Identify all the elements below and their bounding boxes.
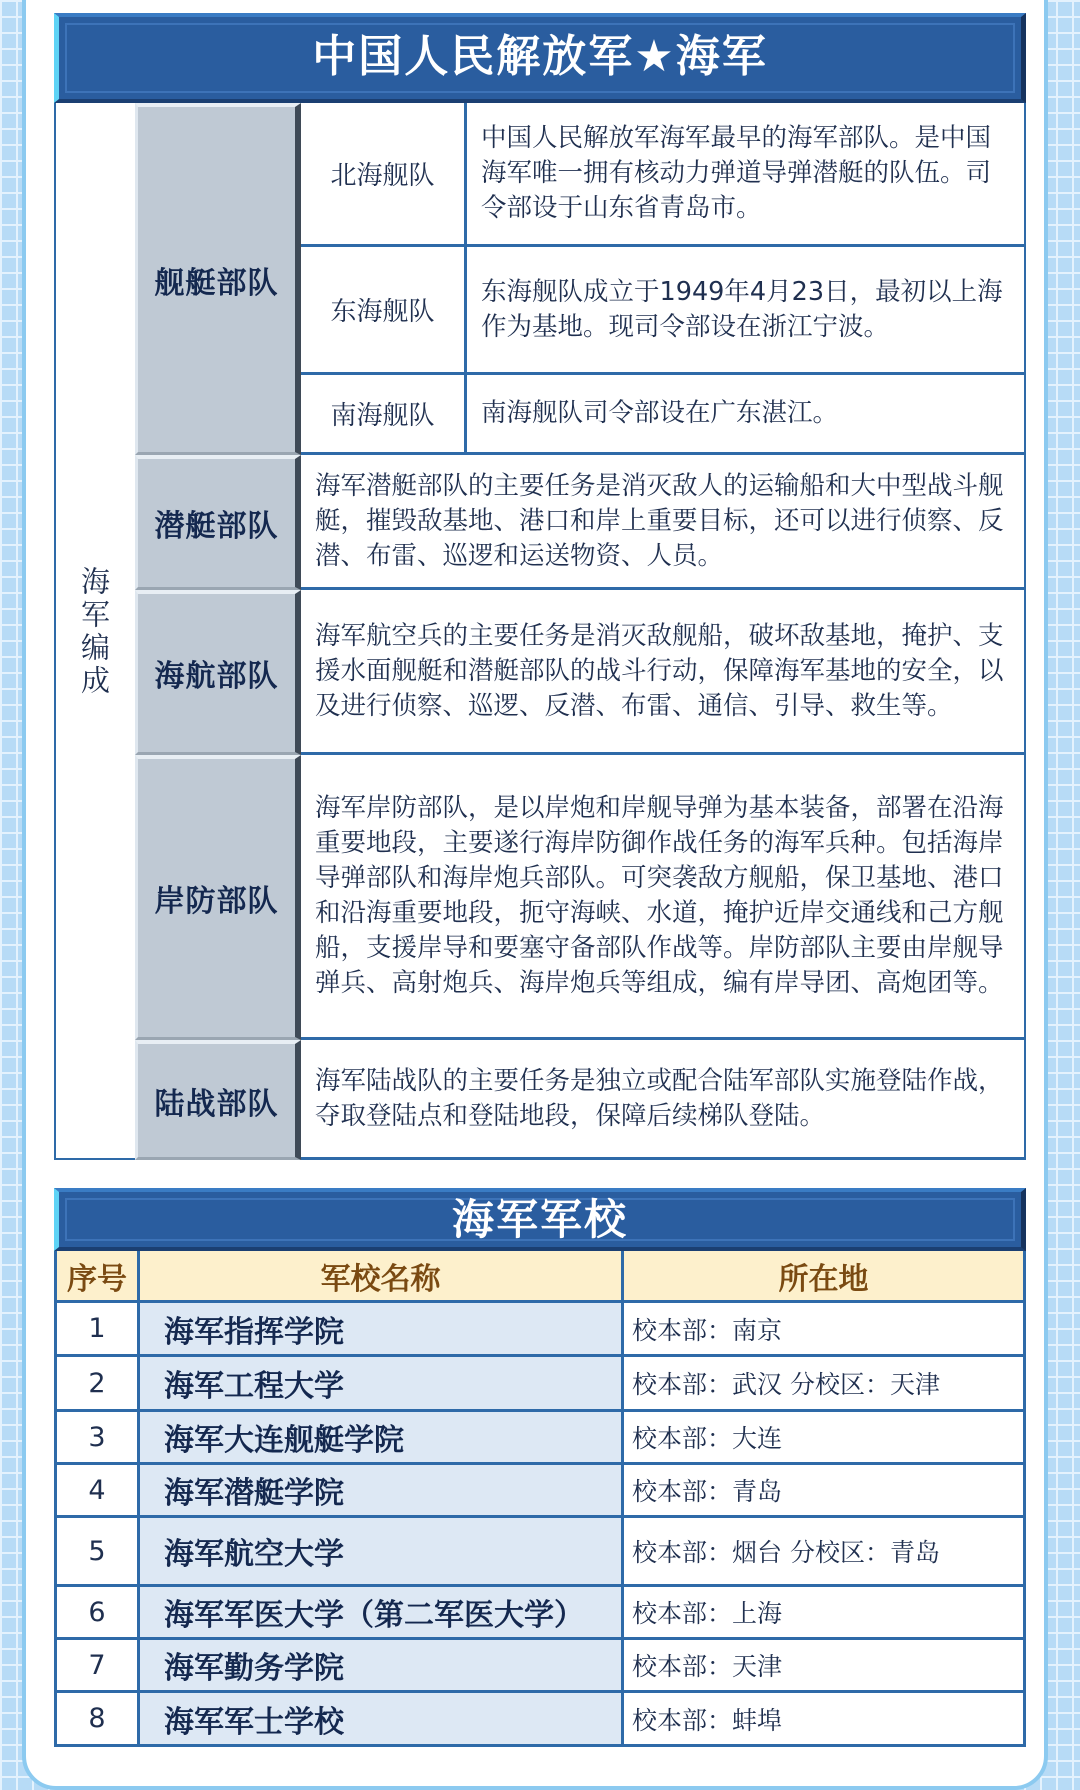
fleet-north-name: 北海舰队 (301, 103, 467, 247)
row-name: 海军大连舰艇学院 (140, 1412, 624, 1462)
org-label-cell (54, 103, 135, 1160)
table-row (54, 1640, 1026, 1693)
table-row (54, 1412, 1026, 1465)
row-location: 校本部：武汉 分校区：天津 (624, 1357, 1026, 1409)
table-row (54, 1587, 1026, 1640)
group-marines-desc: 海军陆战队的主要任务是独立或配合陆军部队实施登陆作战，夺取登陆点和登陆地段，保障后续梯队登陆。 (301, 1040, 1026, 1160)
row-seq: 4 (54, 1465, 140, 1515)
row-seq: 2 (54, 1357, 140, 1409)
row-location: 校本部：青岛 (624, 1465, 1026, 1515)
header-seq: 序号 (54, 1251, 140, 1300)
row-name: 海军工程大学 (140, 1357, 624, 1409)
academies-header-row (54, 1251, 1026, 1303)
row-seq: 1 (54, 1303, 140, 1354)
fleet-south-desc: 南海舰队司令部设在广东湛江。 (467, 375, 1026, 455)
fleet-south-name: 南海舰队 (301, 375, 467, 455)
row-name: 海军勤务学院 (140, 1640, 624, 1690)
academies-title: 海军军校 (54, 1188, 1026, 1251)
row-seq: 3 (54, 1412, 140, 1462)
group-naval-aviation-desc: 海军航空兵的主要任务是消灭敌舰船，破坏敌基地，掩护、支援水面舰艇和潜艇部队的战斗行动，保障海军基地的安全，以及进行侦察、巡逻、反潜、布雷、通信、引导、救生等。 (301, 590, 1026, 755)
group-submarine: 潜艇部队 (135, 455, 301, 590)
row-name: 海军航空大学 (140, 1518, 624, 1584)
row-location: 校本部：蚌埠 (624, 1693, 1026, 1744)
row-seq: 8 (54, 1693, 140, 1744)
row-location: 校本部：南京 (624, 1303, 1026, 1354)
table-row (54, 1303, 1026, 1357)
row-seq: 5 (54, 1518, 140, 1584)
group-naval-aviation: 海航部队 (135, 590, 301, 755)
group-coastal-defense: 岸防部队 (135, 755, 301, 1040)
group-marines: 陆战部队 (135, 1040, 301, 1160)
group-submarine-desc: 海军潜艇部队的主要任务是消灭敌人的运输船和大中型战斗舰艇，摧毁敌基地、港口和岸上重要目标，还可以进行侦察、反潜、布雷、巡逻和运送物资、人员。 (301, 455, 1026, 590)
row-location: 校本部：上海 (624, 1587, 1026, 1637)
table-row (54, 1518, 1026, 1587)
row-seq: 7 (54, 1640, 140, 1690)
table-row (54, 1357, 1026, 1412)
row-name: 海军指挥学院 (140, 1303, 624, 1354)
fleet-north-desc: 中国人民解放军海军最早的海军部队。是中国海军唯一拥有核动力弹道导弹潜艇的队伍。司令部设于山东省青岛市。 (467, 103, 1026, 247)
row-location: 校本部：烟台 分校区：青岛 (624, 1518, 1026, 1584)
row-name: 海军潜艇学院 (140, 1465, 624, 1515)
header-name: 军校名称 (140, 1251, 624, 1300)
fleet-east-desc: 东海舰队成立于1949年4月23日，最初以上海作为基地。现司令部设在浙江宁波。 (467, 247, 1026, 375)
group-surface-ships: 舰艇部队 (135, 103, 301, 455)
row-name: 海军军士学校 (140, 1693, 624, 1744)
table-row (54, 1693, 1026, 1747)
org-label: 海军编成 (77, 565, 111, 698)
row-name: 海军军医大学（第二军医大学） (140, 1587, 624, 1637)
row-location: 校本部：大连 (624, 1412, 1026, 1462)
row-seq: 6 (54, 1587, 140, 1637)
fleet-east-name: 东海舰队 (301, 247, 467, 375)
group-coastal-defense-desc: 海军岸防部队，是以岸炮和岸舰导弹为基本装备，部署在沿海重要地段，主要遂行海岸防御作战任务的海军兵种。包括海岸导弹部队和海岸炮兵部队。可突袭敌方舰船，保卫基地、港口和沿海重要地段，扼守海峡、水道，掩护近岸交通线和己方舰船，支援岸导和要塞守备部队作战等。岸防部队主要由岸舰导弹兵、高射炮兵、海岸炮兵等组成，编有岸导团、高炮团等。 (301, 755, 1026, 1040)
header-location: 所在地 (624, 1251, 1026, 1300)
formation-title: 中国人民解放军★海军 (54, 13, 1026, 103)
row-location: 校本部：天津 (624, 1640, 1026, 1690)
table-row (54, 1465, 1026, 1518)
